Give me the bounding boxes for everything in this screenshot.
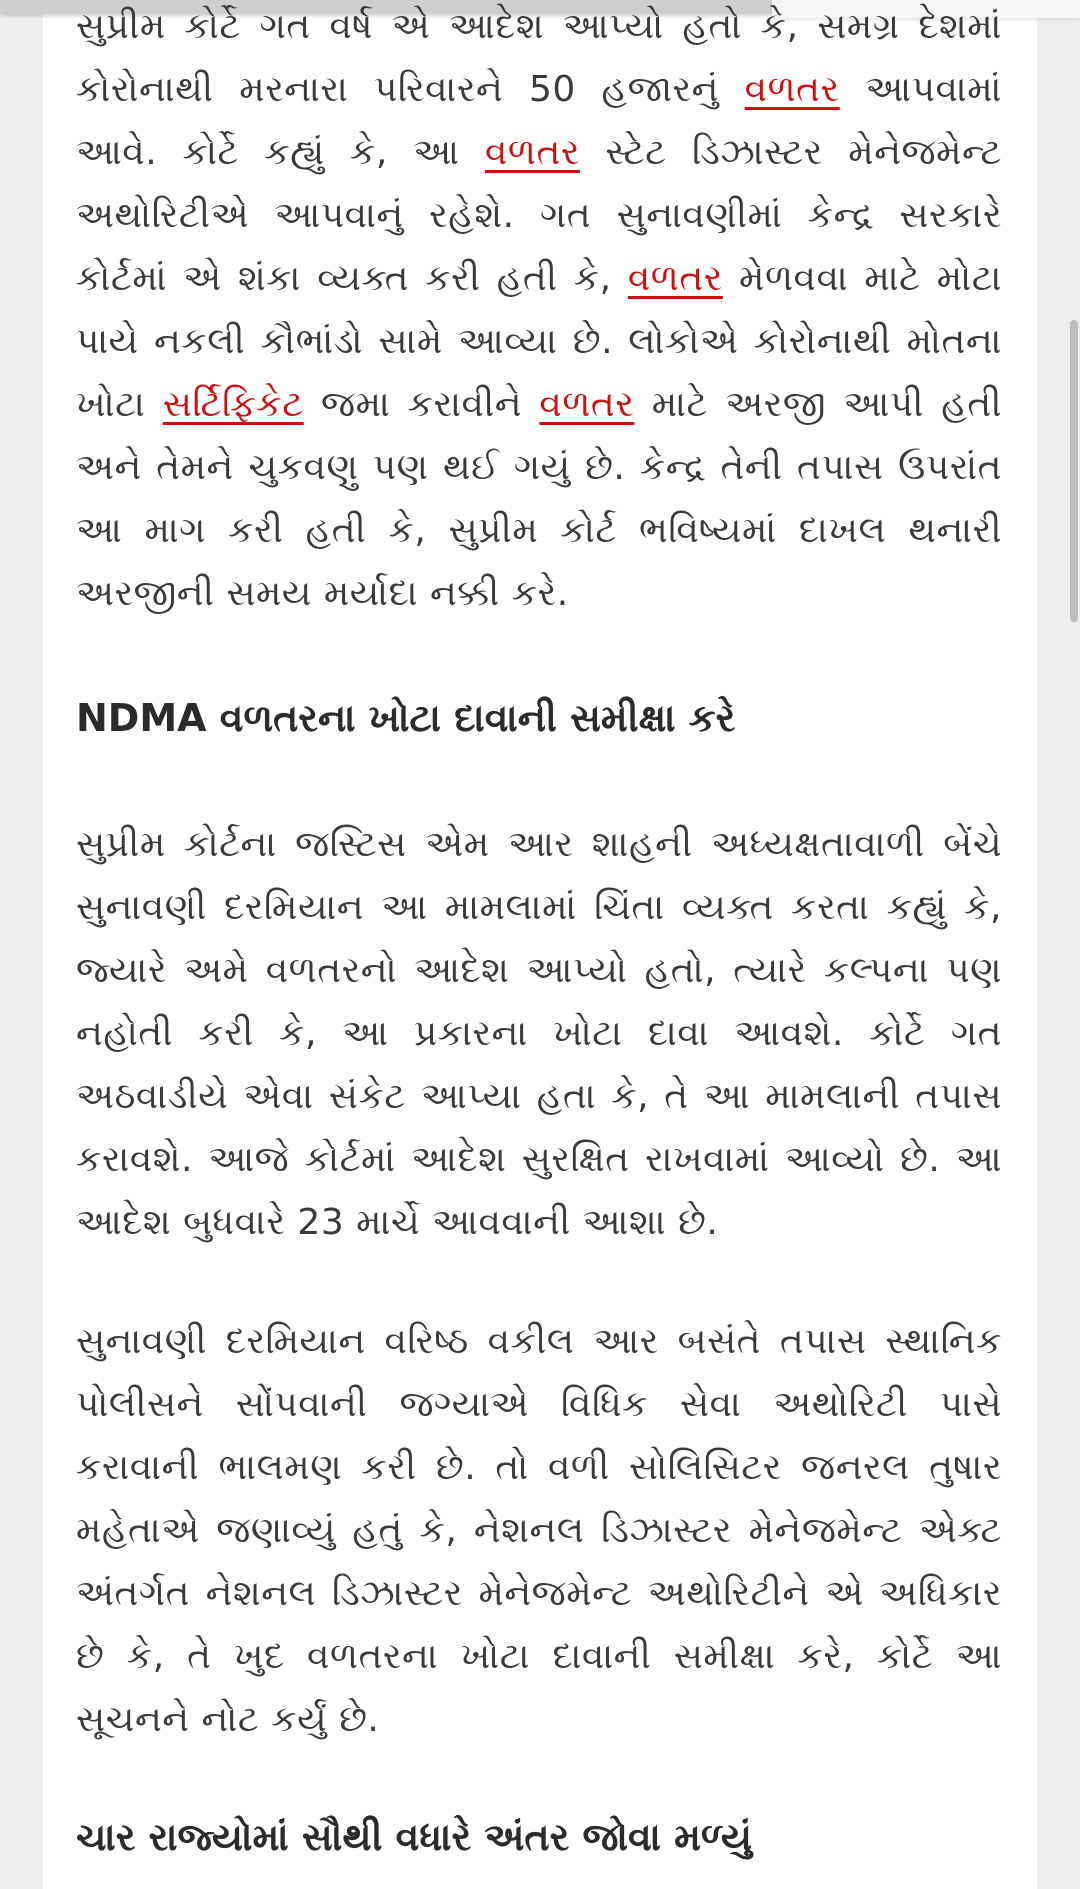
keyword-link[interactable]: વળતર [484,132,580,173]
paragraph-text: જમા કરાવીને [303,384,540,425]
paragraph-text: આપવામાં આવે. કોર્ટે કહ્યું કે, આ [76,69,1002,173]
keyword-link[interactable]: વળતર [539,384,635,425]
keyword-link[interactable]: વળતર [627,258,723,299]
scrollbar-thumb[interactable] [1070,320,1078,622]
article-paragraph-3: સુનાવણી દરમિયાન વરિષ્ઠ વકીલ આર બસંતે તપાસ સ્થાનિક પોલીસને સોંપવાની જગ્યાએ વિધિક સેવા અથોરિટી પાસે કરાવાની ભાલમણ કરી છે. તો વળી સોલિસિટર જનરલ તુષાર મહેતાએ જણાવ્યું હતું કે, નેશનલ ડિઝાસ્ટર મેનેજમેન્ટ એક્ટ અંતર્ગત નેશનલ ડિઝાસ્ટર મેનેજમેન્ટ અથોરિટીને એ અધિકાર છે કે, તે ખુદ વળતરના ખોટા દાવાની સમીક્ષા કરે, કોર્ટે આ સૂચનને નોટ કર્યું છે. [76,1321,1002,1740]
keyword-link[interactable]: સર્ટિફિકેટ [162,384,304,425]
scrollbar[interactable] [1068,0,1080,1889]
section-heading-four-states: ચાર રાજ્યોમાં સૌથી વધારે અંતર જોવા મળ્યું [76,1815,753,1859]
section-heading-ndma: NDMA વળતરના ખોટા દાવાની સમીક્ષા કરે [76,696,736,740]
paragraph-text: સુપ્રીમ કોર્ટે ગત વર્ષ એ આદેશ આપ્યો હતો કે, સમગ્ર દેશમાં કોરોનાથી મરનારા પરિવારને 50 હજારનું [76,6,1002,110]
paragraph-text: મેળવવા માટે મોટા પાયે નકલી કૌભાંડો સામે આવ્યા છે. લોકોએ કોરોનાથી મોતના ખોટા [76,258,1002,425]
paragraph-text: માટે અરજી આપી હતી અને તેમને ચુકવણુ પણ થઈ ગયું છે. કેન્દ્ર તેની તપાસ ઉપરાંત આ માગ કરી હતી કે, સુપ્રીમ કોર્ટ ભવિષ્યમાં દાખલ થનારી અરજીની સમય મર્યાદા નક્કી કરે. [76,384,1003,614]
article-paragraph-1 [76,0,1002,625]
keyword-link[interactable]: વળતર [744,69,840,110]
article-paragraph-2: સુપ્રીમ કોર્ટના જસ્ટિસ એમ આર શાહની અધ્યક્ષતાવાળી બેંચે સુનાવણી દરમિયાન આ મામલામાં ચિંતા વ્યક્ત કરતા કહ્યું કે, જ્યારે અમે વળતરનો આદેશ આપ્યો હતો, ત્યારે કલ્પના પણ નહોતી કરી કે, આ પ્રકારના ખોટા દાવા આવશે. કોર્ટે ગત અઠવાડીયે એવા સંકેટ આપ્યા હતા કે, તે આ મામલાની તપાસ કરાવશે. આજે કોર્ટમાં આદેશ સુરક્ષિત રાખવામાં આવ્યો છે. આ આદેશ બુધવારે 23 માર્ચે આવવાની આશા છે. [76,824,1002,1243]
paragraph-text: સ્ટેટ ડિઝાસ્ટર મેનેજમેન્ટ અથોરિટીએ આપવાનું રહેશે. ગત સુનાવણીમાં કેન્દ્ર સરકારે કોર્ટમાં એ શંકા વ્યક્ત કરી હતી કે, [76,132,1002,299]
